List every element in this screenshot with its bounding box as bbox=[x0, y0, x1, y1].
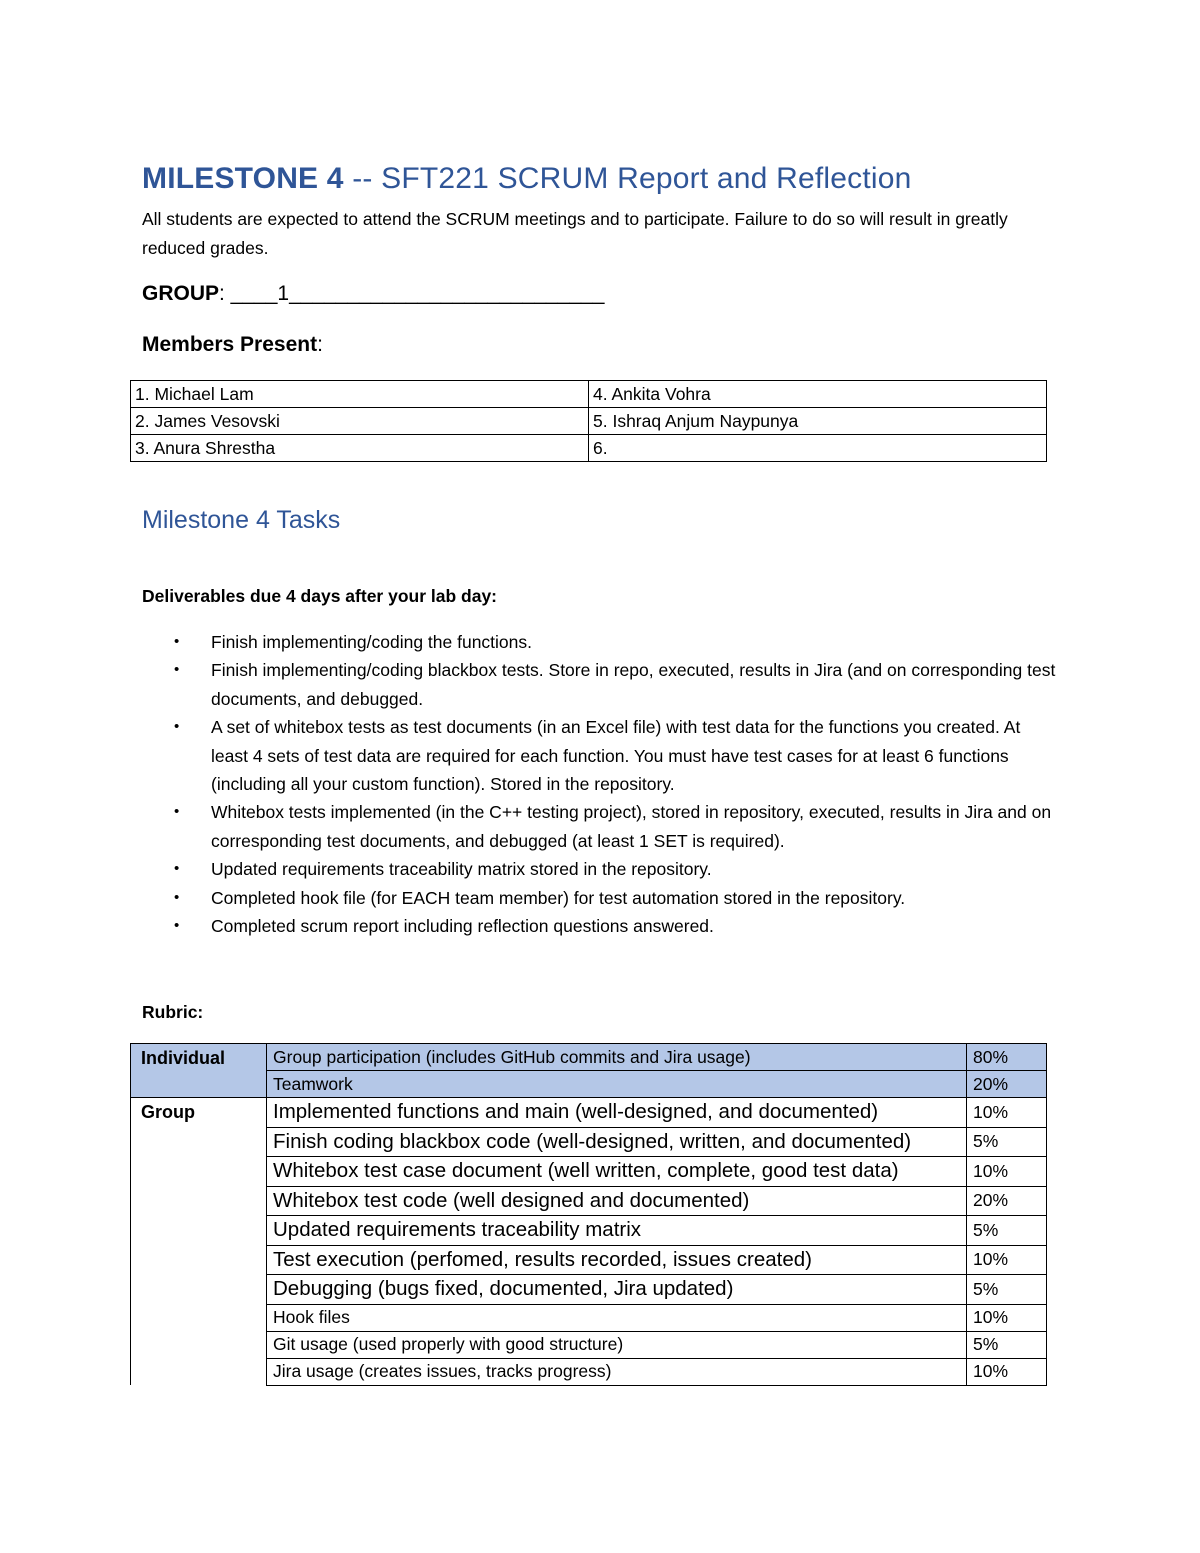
rubric-item: Teamwork bbox=[267, 1071, 967, 1098]
rubric-category-group: Group bbox=[131, 1098, 267, 1386]
table-row bbox=[131, 1044, 1047, 1071]
rubric-item: Jira usage (creates issues, tracks progress) bbox=[267, 1358, 967, 1385]
list-item-text: Completed scrum report including reflection questions answered. bbox=[211, 916, 714, 937]
table-row bbox=[131, 1098, 1047, 1128]
rubric-percent: 10% bbox=[967, 1245, 1047, 1275]
rubric-item: Whitebox test case document (well written, complete, good test data) bbox=[267, 1157, 967, 1187]
members-heading-label: Members Present bbox=[142, 333, 318, 356]
group-line bbox=[142, 282, 604, 306]
rubric-item: Git usage (used properly with good structure) bbox=[267, 1331, 967, 1358]
bullet-icon: • bbox=[174, 917, 180, 935]
bullet-icon: • bbox=[174, 860, 180, 878]
rubric-item: Debugging (bugs fixed, documented, Jira updated) bbox=[267, 1275, 967, 1305]
table-row bbox=[131, 1071, 1047, 1098]
deliverables-heading: Deliverables due 4 days after your lab day: bbox=[142, 586, 498, 606]
bullet-icon: • bbox=[174, 633, 180, 650]
table-row bbox=[131, 435, 1047, 462]
rubric-item: Hook files bbox=[267, 1304, 967, 1331]
rubric-percent: 10% bbox=[967, 1304, 1047, 1331]
rubric-percent: 5% bbox=[967, 1127, 1047, 1157]
table-row bbox=[131, 1127, 1047, 1157]
title-subtitle: -- SFT221 SCRUM Report and Reflection bbox=[343, 162, 912, 195]
rubric-item: Whitebox test code (well designed and documented) bbox=[267, 1186, 967, 1216]
deliverables-list bbox=[142, 628, 1062, 940]
rubric-item: Finish coding blackbox code (well-designed, written, and documented) bbox=[267, 1127, 967, 1157]
table-row bbox=[131, 1186, 1047, 1216]
rubric-percent: 5% bbox=[967, 1216, 1047, 1246]
table-row bbox=[131, 1331, 1047, 1358]
list-item-text: Whitebox tests implemented (in the C++ testing project), stored in repository, executed, results in Jira and on corresponding test documents, and debugged (at least 1 SET is required). bbox=[211, 802, 1052, 851]
members-heading-colon: : bbox=[317, 333, 323, 356]
rubric-percent: 20% bbox=[967, 1071, 1047, 1098]
title-milestone: MILESTONE 4 bbox=[142, 162, 344, 195]
table-row bbox=[131, 1216, 1047, 1246]
list-item bbox=[142, 884, 1062, 912]
list-item bbox=[142, 798, 1062, 855]
member-cell: 2. James Vesovski bbox=[131, 408, 589, 435]
rubric-percent: 10% bbox=[967, 1157, 1047, 1187]
member-cell: 4. Ankita Vohra bbox=[589, 381, 1047, 408]
bullet-icon: • bbox=[174, 661, 180, 679]
list-item bbox=[142, 855, 1062, 883]
page-title bbox=[142, 162, 912, 196]
table-row bbox=[131, 1304, 1047, 1331]
list-item-text: Updated requirements traceability matrix stored in the repository. bbox=[211, 859, 712, 880]
rubric-percent: 5% bbox=[967, 1331, 1047, 1358]
rubric-percent: 80% bbox=[967, 1044, 1047, 1071]
table-row bbox=[131, 381, 1047, 408]
rubric-item: Implemented functions and main (well-designed, and documented) bbox=[267, 1098, 967, 1128]
rubric-percent: 10% bbox=[967, 1358, 1047, 1385]
rubric-table bbox=[130, 1043, 1047, 1386]
rubric-percent: 10% bbox=[967, 1098, 1047, 1128]
list-item-text: A set of whitebox tests as test documents (in an Excel file) with test data for the functions you created. At least 4 sets of test data are required for each function. You must have test cases for at least 6 functions (including all your custom function). Stored in the repository. bbox=[211, 717, 1021, 795]
member-cell: 3. Anura Shrestha bbox=[131, 435, 589, 462]
rubric-item: Test execution (perfomed, results recorded, issues created) bbox=[267, 1245, 967, 1275]
table-row bbox=[131, 1245, 1047, 1275]
list-item bbox=[142, 713, 1062, 798]
table-row bbox=[131, 1157, 1047, 1187]
group-label: GROUP bbox=[142, 282, 220, 305]
list-item-text: Finish implementing/coding blackbox tests. Store in repo, executed, results in Jira (and on corresponding test documents, and debugged. bbox=[211, 660, 1056, 709]
list-item bbox=[142, 628, 1062, 656]
list-item bbox=[142, 912, 1062, 940]
bullet-icon: • bbox=[174, 888, 180, 906]
list-item-text: Finish implementing/coding the functions. bbox=[211, 632, 533, 652]
group-value: : ____1___________________________ bbox=[219, 282, 605, 305]
rubric-item: Updated requirements traceability matrix bbox=[267, 1216, 967, 1246]
rubric-percent: 5% bbox=[967, 1275, 1047, 1305]
rubric-item: Group participation (includes GitHub commits and Jira usage) bbox=[267, 1044, 967, 1071]
member-cell: 1. Michael Lam bbox=[131, 381, 589, 408]
tasks-heading: Milestone 4 Tasks bbox=[142, 506, 341, 534]
rubric-category-individual: Individual bbox=[131, 1044, 267, 1098]
table-row bbox=[131, 408, 1047, 435]
rubric-percent: 20% bbox=[967, 1186, 1047, 1216]
table-row bbox=[131, 1275, 1047, 1305]
rubric-heading: Rubric: bbox=[142, 1002, 204, 1022]
member-cell: 6. bbox=[589, 435, 1047, 462]
member-cell: 5. Ishraq Anjum Naypunya bbox=[589, 408, 1047, 435]
members-table bbox=[130, 380, 1047, 462]
members-heading bbox=[142, 333, 323, 357]
bullet-icon: • bbox=[174, 803, 180, 821]
list-item bbox=[142, 656, 1062, 713]
list-item-text: Completed hook file (for EACH team member) for test automation stored in the repository. bbox=[211, 887, 906, 908]
table-row bbox=[131, 1358, 1047, 1385]
intro-text: All students are expected to attend the SCRUM meetings and to participate. Failure to do so will result in greatly reduced grades. bbox=[142, 209, 1008, 258]
bullet-icon: • bbox=[174, 718, 180, 736]
